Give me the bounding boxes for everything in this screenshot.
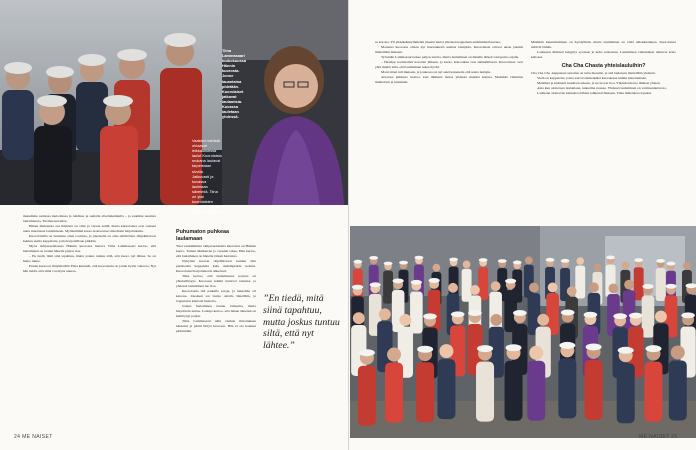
article-column-1 [23, 214, 156, 429]
crowd-figure-cap [613, 313, 627, 319]
paragraph: Työssään Lammasaari tekee paljon asioita, mutta laulaminen on hänelle tärkeä vastapaino arjelle. [381, 55, 520, 59]
crowd-figure-body [383, 271, 393, 304]
paragraph: menemme samassa melodiassa ja rahdissa ja samalla säveltekniikalla – ja saamme naurista laulamisesta, Tuomas kuvailee. [23, 214, 156, 223]
crowd-figure-cap [634, 258, 643, 262]
crowd-figure-head [463, 261, 471, 269]
photo-caption: Tiina Lammasaari toukokuussa Hännin kuorosta. Jonne lauantaina pidetään. Kuorolaiset jatkavat laulamista. Kuvassa lauletaan yhdessä. [222, 48, 246, 120]
crowd-figure-cap [642, 284, 653, 289]
crowd-figure-head [683, 262, 691, 270]
crowd-figure-cap [513, 310, 527, 316]
crowd-figure-cap [415, 256, 424, 260]
crowd-figure-head [671, 345, 685, 359]
crowd-figure-cap [645, 345, 661, 352]
paragraph: Musiikin kuunteleminen on hyödyllistä, mutta laulaminen on vielä tehokkaampaa. Kuorolaiset tietävät tämän. [531, 40, 676, 49]
crowd-figure-head [439, 344, 453, 358]
crowd-figure-cap [505, 279, 516, 284]
crowd-figure-head [589, 282, 599, 292]
paragraph: Kuorolaisia tuli paikalle satoja, ja tunnelma oli katossa. Jokainen sai laulaa omalla äänellään, ja lopputulos kuulosti hienolta. [176, 289, 256, 303]
crowd-figure-cap [665, 284, 676, 289]
crowd-figure-cap [352, 285, 363, 290]
paragraph: Lauluaan aloittavan kannattaa lähteä rohkeasti mukaan, Tiina muistuttaa lopuksi. [537, 91, 652, 95]
crowd-figure-cap [498, 259, 507, 263]
crowd-figure-body [416, 362, 434, 422]
crowd-figure-cap [429, 278, 440, 283]
crowd-figure-cap [417, 346, 433, 353]
crowd-figure-cap [561, 310, 575, 316]
choir-portrait-illustration [0, 0, 222, 205]
crowd-figure-head [529, 283, 539, 293]
photo-caption-bottom: Vaakkoi mielistä ohlaavat leikkauksessa laulut Kuorolaisia mukana laulavat tarpeistaan sivulla. Jatkuvasti ja kuvassa lauletaan sävelmiä. Tiina on yksi kuorolaisten joukossa. Kuvat ovat Youtubessa. [192, 138, 222, 215]
paragraph: Nykyisin kuoron ohjelmistoon kuuluu niin perinteisiä kappaleita kuin uudempiakin teoksia. Kuorolaiset harjoittelevat ahkerasti. [176, 259, 256, 273]
crowd-figure-body [575, 265, 585, 298]
crowd-figure-body [669, 360, 687, 420]
crowd-figure-cap [423, 313, 437, 319]
paragraph: Joskus laulaminen tuntuu vaikealta, mutta harjoittelu auttaa. Laulaja kertoo, että hänen äänensä on kehittynyt paljon. [176, 304, 256, 318]
crowd-figure-body [527, 361, 545, 421]
article-column-3 [375, 40, 523, 206]
paragraph: – Haaskat normaalisti koronan jälkeen, ja kuoro kokoontuu taas säännöllisesti. Kuorolaiset ovat yhtä mieltä siitä, että laulaminen tekee hyvää. [375, 60, 523, 69]
paragraph: – En tiedä, mitä sinä tapahtuu, mutta joskus tuntuu siltä, että kuoro nyt lähtee. Se on hieno tunne. [23, 254, 156, 263]
crowd-figure-head [624, 280, 634, 290]
crowd-figure-head [622, 262, 630, 270]
crowd-figure-cap [618, 347, 634, 354]
crowd-figure-cap [353, 260, 362, 264]
crowd-figure-body [656, 268, 666, 301]
crowd-figure-head [525, 257, 533, 265]
crowd-figure-head [594, 264, 602, 272]
pull-quote: ”En tiedä, mitä siinä tapahtuu, mutta joskus tuntuu siltä, että nyt lähtee.” [263, 293, 340, 352]
crowd-figure-body [585, 360, 603, 420]
crowd-figure-cap [546, 258, 555, 262]
paragraph: Aivoissa puhkeaa tuottoa, kun ihminen laulaa yhdessä muiden kanssa. Musiikki vaikuttaa mielialaan ja tunteisiin. [375, 75, 523, 84]
crowd-figure-cap [606, 256, 615, 260]
paragraph: Musiikki ja kulttuuri kuuluvat arkeen, ja ne tuovat iloa. Yhteislaulu tuo ihmiset yhteen. [537, 81, 661, 85]
crowd-figure-head [470, 285, 480, 295]
page-folio-right: ME NAISET 25 [639, 434, 678, 440]
crowd-figure-head [433, 264, 441, 272]
section-heading: Puhumaton puhkeaa laulamaan [176, 229, 230, 242]
crowd-figure-cap [384, 262, 393, 266]
crowd-figure-body [369, 265, 379, 298]
crowd-figure-body [642, 296, 655, 338]
paragraph: Laulaessa ihmisen hengitys syvenee ja keho rentoutuu. Laulamisen vaikutukset tuntuvat koko kehossa. [531, 50, 676, 59]
crowd-figure-cap [561, 259, 570, 263]
crowd-figure-cap [370, 282, 381, 287]
crowd-figure-head [387, 348, 401, 362]
crowd-figure-cap [359, 349, 375, 356]
crowd-figure-cap [586, 343, 602, 350]
crowd-figure-cap [656, 259, 665, 263]
paragraph: sa korona. Yli yhdeksänkymmentä jäsentä lauloi yhteisen kappaleen ensimmäistä kertaa. [375, 40, 501, 44]
crowd-figure-body [617, 363, 635, 423]
crowd-figure-body [623, 290, 636, 332]
crowd-figure-cap [477, 345, 493, 352]
section-heading: Cha Cha Chasta yhteislauluihin? [561, 63, 646, 69]
paragraph: Kuorolaisilla on lauluissa omat roolinsa, ja jokaisella on oma tehtävänsä. Ohjelmistoon kuuluu useita kappaleita, joita harjoitellaan pitkään. [23, 234, 156, 243]
page-folio-left: 24 ME NAISET [14, 434, 53, 440]
crowd-figure-head [399, 314, 411, 326]
paragraph: Cha Cha Cha -kappaleen sanoitus on tuttu monelle, ja sitä lauletaan mielellään yhdessä. [531, 71, 656, 75]
crowd-figure-cap [629, 313, 643, 319]
paragraph: Moni sitten tuli mukaan, ja joukossa on nyt sekä kokeneita että uusia laulajia. [381, 70, 491, 74]
paragraph: Yksi vanhimmista tampereelaisista kuoroista on Hännin kuoro. Tainan äänikerran jo vuosien takaa. Hän kertoo, että laulaminen on hänelle tärkeä harrastus. [176, 244, 256, 258]
choir-portrait-photo [0, 0, 222, 205]
crowd-figure-head [655, 311, 667, 323]
crowd-figure-body [478, 267, 488, 300]
crowd-figure-cap [449, 258, 458, 262]
paragraph: Aina kun aloitetaan laulamaan, tunnelma nousee. Yhdessä laulaminen on voimaannuttavaa. [537, 86, 667, 90]
crowd-figure-head [576, 257, 584, 265]
crowd-figure-head [529, 346, 543, 360]
crowd-figure-cap [369, 256, 378, 260]
crowd-figure-body [560, 268, 570, 301]
paragraph: Tiina kertoo, että laulamisessa parasta on yhteisöllisyys. Kuorossa kaikki tuntevat toisensa, ja yhdessä laulaminen tuo iloa. [176, 274, 256, 288]
article-column-4 [531, 40, 676, 206]
crowd-figure-body [410, 291, 423, 333]
crowd-figure-head [353, 312, 365, 324]
crowd-figure-body [392, 290, 405, 332]
crowd-figure-head [609, 283, 619, 293]
crowd-figure-body [524, 265, 534, 298]
crowd-figure-body [476, 362, 494, 422]
crowd-figure-head [491, 281, 501, 291]
crowd-figure-cap [479, 258, 488, 262]
crowd-figure-head [448, 283, 458, 293]
paragraph: Tiina Lammasaari näki vanhan ilmoituksen lehdessä ja päätti liittyä kuoroon. Hän ei ole katunut päätöstään. [176, 319, 256, 333]
crowd-figure-cap [681, 312, 695, 318]
crowd-figure-body [385, 363, 403, 423]
paragraph: Ennen kuoroon liittymistään Tiina kuunteli, että kuorolaulu on jotain hyvin vakavaa. Nyt hän tietää, että siinä voi myös nauraa. [23, 264, 156, 273]
choir-crowd-illustration [350, 226, 696, 438]
article-column-2 [176, 226, 256, 430]
crowd-figure-head [548, 282, 558, 292]
crowd-figure-head [537, 314, 549, 326]
crowd-figure-body [644, 362, 662, 422]
crowd-figure-body [505, 361, 523, 421]
crowd-figure-cap [393, 278, 404, 283]
paragraph: Monessa kuorossa ollaan nyt innostuneita uusista laulajista. Kuorolaiset ottavat uusia jäseniä mielellään mukaan. [375, 45, 523, 54]
crowd-figure-head [490, 314, 502, 326]
crowd-figure-cap [468, 310, 482, 316]
crowd-figure-cap [667, 262, 676, 266]
paragraph: Vielä on kappaleita, joista saavat esimerkiksi karaokessa kaikki innostumaan. [537, 76, 647, 80]
crowd-figure-cap [559, 342, 575, 349]
crowd-figure-body [437, 359, 455, 419]
crowd-figure-cap [584, 312, 598, 318]
choir-crowd-photo [350, 226, 696, 438]
paragraph: Myös tampereelaisessa Hännin kuorossa laulava Tiina Lammasaari kertoo, että laulaminen on tuonut hänelle paljon iloa. [23, 244, 156, 253]
crowd-figure-head [567, 286, 577, 296]
crowd-figure-cap [506, 344, 522, 351]
crowd-figure-head [379, 308, 391, 320]
crowd-figure-cap [513, 261, 522, 265]
crowd-figure-body [558, 358, 576, 418]
crowd-figure-cap [411, 280, 422, 285]
crowd-figure-body [358, 366, 376, 426]
crowd-figure-cap [451, 311, 465, 317]
crowd-figure-cap [399, 261, 408, 265]
paragraph: Hänen mukaansa osa ilmiöstä on ollut jo vuosia esillä, mutta kuorolaiset ovat saaneet uutta innostusta laulamiseen. Myöhemmin kuoro kokoontuu viikoittain harjoituksiin. [23, 224, 156, 233]
right-page [348, 0, 696, 450]
